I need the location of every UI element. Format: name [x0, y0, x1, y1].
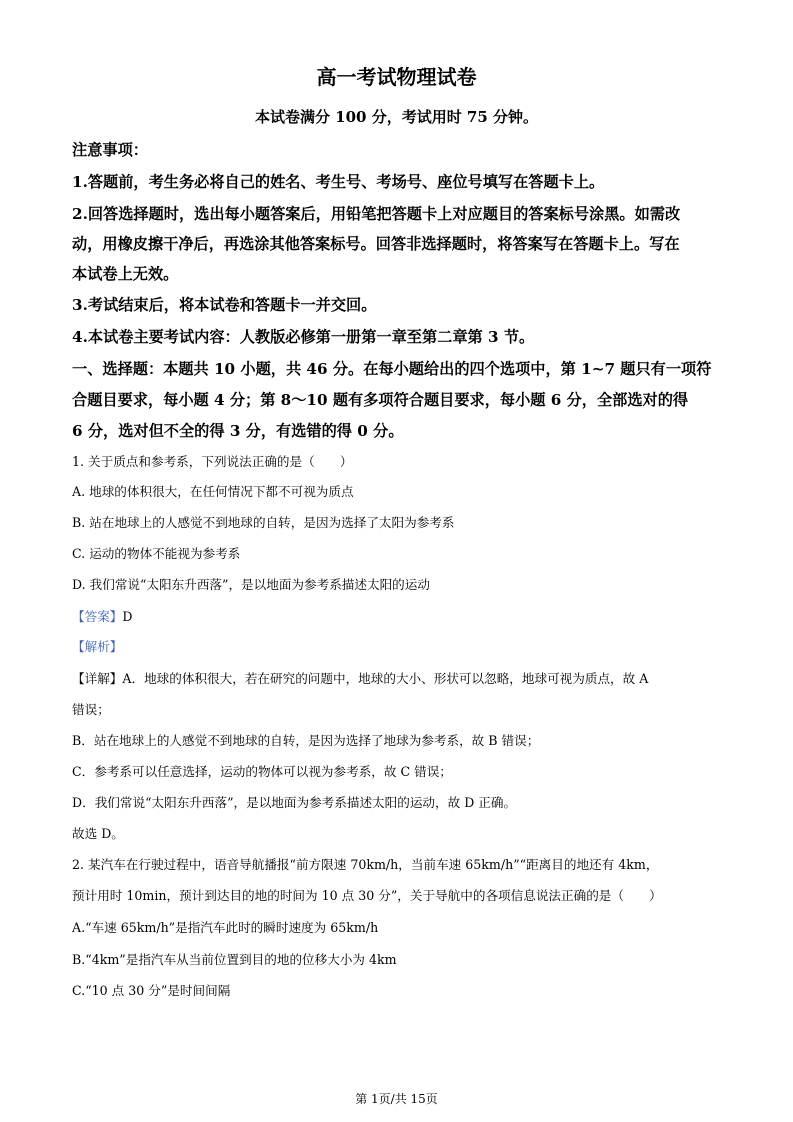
q2-option-c: C.“10 点 30 分”是时间间隔 — [72, 983, 231, 998]
q2-stem-line-1: 2. 某汽车在行驶过程中，语音导航播报“前方限速 70km/h，当前车速 65km/h”“距离目的地还有 4km， — [72, 857, 659, 872]
notice-item-1: 1.答题前，考生务必将自己的姓名、考生号、考场号、座位号填写在答题卡上。 — [72, 173, 605, 191]
section-1-line-3: 6 分，选对但不全的得 3 分，有选错的得 0 分。 — [72, 422, 404, 440]
notice-heading: 注意事项： — [72, 141, 148, 159]
q2-stem-line-2: 预计用时 10min，预计到达目的地的时间为 10 点 30 分”，关于导航中的各项信息说法正确的是（ ） — [72, 888, 662, 903]
notice-item-2-line-3: 本试卷上无效。 — [72, 265, 179, 283]
analysis-tag: 【解析】 — [72, 639, 123, 654]
q1-detail-b: B．站在地球上的人感觉不到地球的自转，是因为选择了地球为参考系，故 B 错误； — [72, 733, 540, 748]
q1-detail-c: C．参考系可以任意选择，运动的物体可以视为参考系，故 C 错误； — [72, 764, 452, 779]
q1-option-d: D. 我们常说“太阳东升西落”，是以地面为参考系描述太阳的运动 — [72, 577, 430, 592]
q1-detail-line-2: 错误； — [72, 702, 110, 717]
section-1-line-2: 合题目要求，每小题 4 分；第 8～10 题有多项符合题目要求，每小题 6 分，全部选对的得 — [72, 391, 689, 409]
page-title: 高一考试物理试卷 — [316, 65, 477, 89]
q1-option-c: C. 运动的物体不能视为参考系 — [72, 546, 241, 561]
q2-option-a: A.“车速 65km/h”是指汽车此时的瞬时速度为 65km/h — [72, 920, 379, 935]
q1-option-a: A. 地球的体积很大，在任何情况下都不可视为质点 — [72, 484, 354, 499]
q1-detail-line-1: 【详解】A．地球的体积很大，若在研究的问题中，地球的大小、形状可以忽略，地球可视为质点，故 A — [72, 671, 649, 686]
notice-item-2-line-1: 2.回答选择题时，选出每小题答案后，用铅笔把答题卡上对应题目的答案标号涂黑。如需改 — [72, 205, 681, 223]
page-number: 第 1页/共 15页 — [355, 1092, 438, 1106]
q2-option-b: B.“4km”是指汽车从当前位置到目的地的位移大小为 4km — [72, 952, 397, 967]
q1-option-b: B. 站在地球上的人感觉不到地球的自转，是因为选择了太阳为参考系 — [72, 515, 455, 530]
q1-detail-d: D．我们常说“太阳东升西落”，是以地面为参考系描述太阳的运动，故 D 正确。 — [72, 795, 517, 810]
answer-tag: 【答案】 — [72, 609, 123, 624]
exam-subtitle: 本试卷满分 100 分，考试用时 75 分钟。 — [254, 108, 539, 126]
q1-conclusion: 故选 D。 — [72, 826, 124, 841]
q1-stem: 1. 关于质点和参考系，下列说法正确的是（ ） — [72, 454, 353, 469]
notice-item-2-line-2: 动，用橡皮擦干净后，再选涂其他答案标号。回答非选择题时，将答案写在答题卡上。写在 — [72, 235, 680, 253]
notice-item-4: 4.本试卷主要考试内容：人教版必修第一册第一章至第二章第 3 节。 — [72, 328, 535, 346]
section-1-line-1: 一、选择题：本题共 10 小题，共 46 分。在每小题给出的四个选项中，第 1~7 题只有一项符 — [72, 360, 712, 378]
q1-answer-line — [72, 607, 132, 627]
notice-item-3: 3.考试结束后，将本试卷和答题卡一并交回。 — [72, 296, 377, 314]
answer-value: D — [122, 609, 133, 624]
